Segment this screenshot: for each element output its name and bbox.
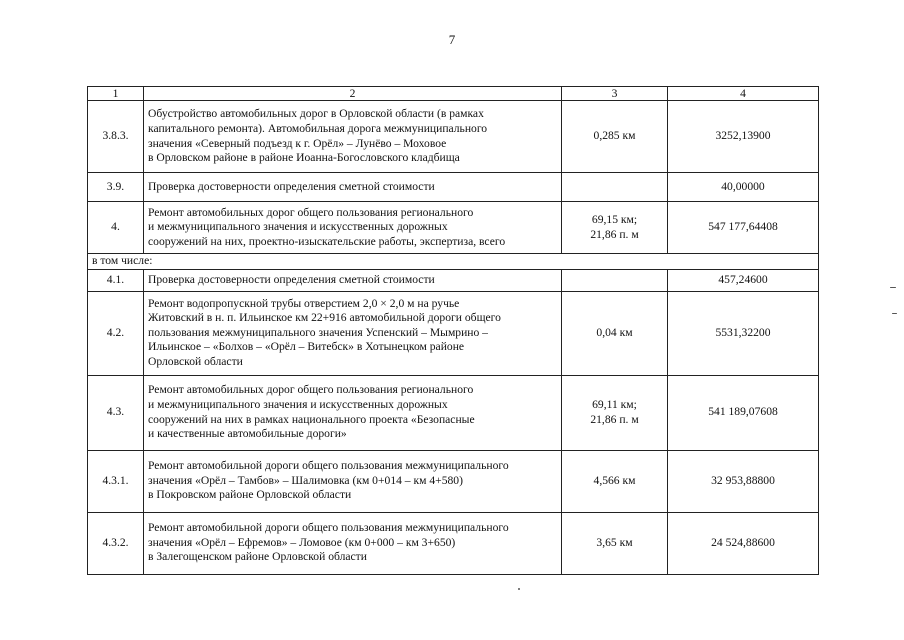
item-amount: 547 177,64408 [668, 202, 819, 254]
page-number: 7 [448, 32, 456, 47]
item-description [144, 512, 562, 574]
item-amount: 3252,13900 [668, 101, 819, 173]
length-line: 21,86 п. м [590, 227, 639, 241]
description-line: капитального ремонта). Автомобильная дорога межмуниципального [148, 121, 488, 135]
length-line: 21,86 п. м [590, 412, 639, 426]
description-line: значения «Орёл – Ефремов» – Ломовое (км 0+000 – км 3+650) [148, 535, 456, 549]
table-row [88, 291, 819, 375]
column-header-4: 4 [668, 87, 819, 101]
item-description [144, 173, 562, 202]
table-row [88, 101, 819, 173]
item-length [562, 173, 668, 202]
section-label: в том числе: [88, 254, 819, 270]
description-line: Ремонт водопропускной трубы отверстием 2,0 × 2,0 м на ручье [148, 296, 460, 310]
item-amount: 24 524,88600 [668, 512, 819, 574]
description-line: значения «Орёл – Тамбов» – Шалимовка (км 0+014 – км 4+580) [148, 473, 463, 487]
table-row [88, 450, 819, 512]
description-line: в Залегощенском районе Орловской области [148, 550, 367, 564]
table-row [88, 375, 819, 450]
description-line: и межмуниципального значения и искусственных дорожных [148, 220, 448, 234]
length-line: 69,15 км; [591, 212, 638, 226]
length-line: 0,04 км [596, 325, 633, 339]
item-description [144, 450, 562, 512]
description-line: пользования межмуниципального значения Успенский – Мымрино – [148, 325, 488, 339]
item-length [562, 291, 668, 375]
description-line: Ремонт автомобильных дорог общего пользования регионального [148, 205, 474, 219]
scan-speck [892, 313, 897, 314]
column-header-1: 1 [88, 87, 144, 101]
column-header-3: 3 [562, 87, 668, 101]
description-line: и качественные автомобильные дороги» [148, 427, 347, 441]
description-line: Обустройство автомобильных дорог в Орловской области (в рамках [148, 107, 484, 121]
item-length [562, 202, 668, 254]
item-number: 4.3.1. [88, 450, 144, 512]
length-line: 3,65 км [596, 535, 633, 549]
description-line: Ильинское – «Болхов – «Орёл – Витебск» в Хотынецком районе [148, 340, 465, 354]
table-row [88, 173, 819, 202]
description-line: Ремонт автомобильной дороги общего пользования межмуниципального [148, 459, 509, 473]
length-line: 0,285 км [593, 129, 636, 143]
description-line: Ремонт автомобильных дорог общего пользования регионального [148, 383, 474, 397]
item-length [562, 101, 668, 173]
item-amount: 457,24600 [668, 269, 819, 291]
description-line: сооружений на них, проектно-изыскательские работы, экспертиза, всего [148, 234, 506, 248]
item-number: 4. [88, 202, 144, 254]
description-line: значения «Северный подъезд к г. Орёл» – Лунёво – Моховое [148, 136, 447, 150]
item-amount: 5531,32200 [668, 291, 819, 375]
description-line: сооружений на них в рамках национального проекта «Безопасные [148, 412, 475, 426]
description-line: Орловской области [148, 354, 243, 368]
table-row [88, 512, 819, 574]
item-amount: 541 189,07608 [668, 375, 819, 450]
length-line: 69,11 км; [592, 398, 637, 411]
description-line: Проверка достоверности определения сметной стоимости [148, 272, 435, 286]
item-amount: 32 953,88800 [668, 450, 819, 512]
table-header-row [88, 87, 819, 101]
description-line: и межмуниципального значения и искусственных дорожных [148, 398, 448, 411]
table-body [88, 87, 819, 575]
item-description [144, 291, 562, 375]
item-length [562, 375, 668, 450]
description-line: Проверка достоверности определения сметной стоимости [148, 179, 435, 193]
table-row [88, 269, 819, 291]
item-description [144, 375, 562, 450]
item-description [144, 101, 562, 173]
scan-speck [518, 588, 520, 590]
item-length [562, 450, 668, 512]
item-number: 3.8.3. [88, 101, 144, 173]
length-line: 4,566 км [593, 473, 636, 487]
item-number: 4.1. [88, 269, 144, 291]
item-description [144, 202, 562, 254]
works-table [87, 86, 819, 575]
column-header-2: 2 [144, 87, 562, 101]
table-row [88, 254, 819, 270]
description-line: Ремонт автомобильной дороги общего пользования межмуниципального [148, 521, 509, 535]
scan-speck [890, 287, 896, 288]
item-number: 3.9. [88, 173, 144, 202]
item-number: 4.2. [88, 291, 144, 375]
description-line: в Орловском районе в районе Иоанна-Богословского кладбища [148, 151, 460, 165]
item-description [144, 269, 562, 291]
description-line: Житовский в н. п. Ильинское км 22+916 автомобильной дороги общего [148, 311, 501, 325]
item-number: 4.3. [88, 375, 144, 450]
item-length [562, 512, 668, 574]
item-amount: 40,00000 [668, 173, 819, 202]
table-row [88, 202, 819, 254]
item-number: 4.3.2. [88, 512, 144, 574]
item-length [562, 269, 668, 291]
description-line: в Покровском районе Орловской области [148, 488, 352, 502]
